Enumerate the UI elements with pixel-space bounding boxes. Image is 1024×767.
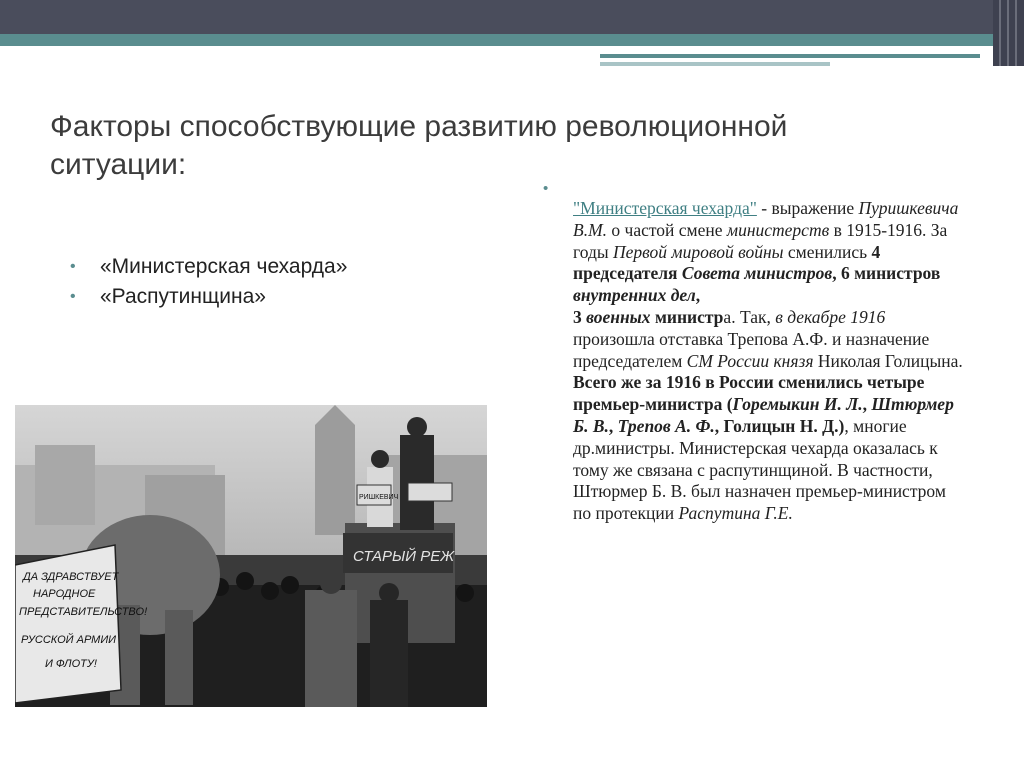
corner-strip (993, 0, 1024, 66)
bullet-list (70, 252, 347, 312)
top-bar (0, 0, 1024, 38)
sign-line: ПРЕДСТАВИТЕЛЬСТВО! (19, 606, 148, 618)
corner-line (1007, 0, 1009, 66)
accent-line (600, 54, 980, 58)
sign-line: НАРОДНОЕ (33, 588, 96, 600)
bullet-dot-icon: • (70, 258, 76, 275)
corner-line (999, 0, 1001, 66)
sign-line: РУССКОЙ АРМИИ (21, 634, 117, 646)
sign-line: И ФЛОТУ! (45, 658, 97, 670)
corner-line (1015, 0, 1017, 66)
platform-banner: СТАРЫЙ РЕЖ (353, 548, 454, 565)
slide-title: Факторы способствующие развитию революционной ситуации: (50, 110, 788, 181)
accent-stripe (0, 34, 1000, 46)
bullet-dot-icon: • (70, 288, 76, 305)
accent-line-light (600, 62, 830, 66)
bullet-text: «Распутинщина» (100, 285, 266, 308)
bullet-item (70, 252, 347, 282)
bullet-text: «Министерская чехарда» (100, 255, 348, 278)
bullet-item (70, 282, 347, 312)
chehard-link[interactable]: "Министерская чехарда" (573, 198, 757, 218)
historical-photo (15, 405, 487, 707)
bullet-dot-icon: • (543, 180, 549, 197)
description-text: "Министерская чехарда" - выражение Пуришкевича В.М. о частой смене министерств в 1915-1916. За годы Первой мировой войны сменились 4 председателя Совета министров, 6 министров внутренних дел, 3 военных министра. Так, в декабре 1916 произошла отставка Трепова А.Ф. и назначение председателем СМ России князя Николая Голицына. Всего же за 1916 в России сменились четыре премьер-министра (Горемыкин И. Л., Штюрмер Б. В., Трепов А. Ф., Голицын Н. Д.), многие др.министры. Министерская чехарда оказалась к тому же связана с распутинщиной. В частности, Штюрмер Б. В. был назначен премьер-министром по протекции Распутина Г.Е. (573, 198, 963, 524)
sign-small: РИШКЕВИЧ (359, 494, 399, 501)
sign-line: ДА ЗДРАВСТВУЕТ (23, 571, 119, 583)
